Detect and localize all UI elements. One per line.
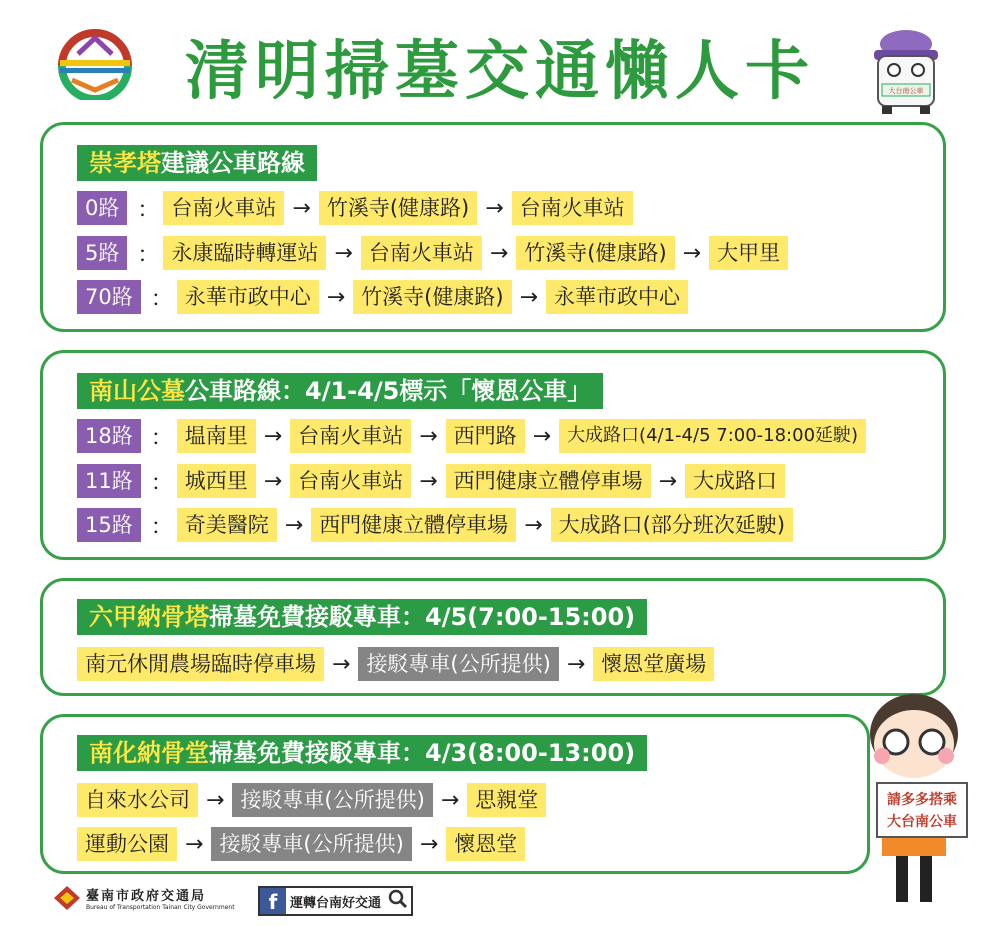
- stop: 西門健康立體停車場: [311, 508, 516, 542]
- arrow-icon: →: [440, 787, 460, 813]
- arrow-icon: →: [419, 468, 438, 494]
- heading-highlight: 南化納骨堂: [89, 739, 209, 767]
- heading-text: 掃墓免費接駁專車：4/5(7:00-15:00): [209, 603, 636, 631]
- colon: ：: [137, 197, 160, 223]
- facebook-link[interactable]: [258, 886, 413, 916]
- stop: 大成路口(部分班次延駛): [551, 508, 793, 542]
- stop: 永華市政中心: [546, 280, 688, 314]
- arrow-icon: →: [532, 423, 552, 449]
- stop: 運動公園: [77, 827, 177, 861]
- arrow-icon: →: [419, 831, 439, 857]
- stop: 塭南里: [177, 419, 256, 453]
- stop: 城西里: [177, 464, 256, 498]
- stop: 大成路口: [685, 464, 785, 498]
- facebook-icon: f: [260, 888, 286, 914]
- arrow-icon: →: [263, 423, 283, 449]
- agency-emblem-icon: [52, 884, 82, 912]
- arrow-icon: →: [332, 651, 351, 677]
- section-liujia: [40, 578, 946, 696]
- arrow-icon: →: [284, 512, 304, 538]
- sign-line-2: 大台南公車: [887, 814, 957, 830]
- route-row: [77, 236, 788, 270]
- section-heading: [77, 599, 647, 635]
- stop: 南元休閒農場臨時停車場: [77, 647, 324, 681]
- route-number: 15路: [77, 508, 141, 542]
- colon: ：: [150, 425, 173, 451]
- stop: 台南火車站: [290, 464, 411, 498]
- route-row: [77, 280, 688, 314]
- heading-text: 建議公車路線: [161, 149, 305, 177]
- stop: 台南火車站: [361, 236, 482, 270]
- colon: ：: [137, 242, 160, 268]
- stop: 思親堂: [467, 783, 546, 817]
- heading-text: 公車路線：4/1-4/5標示「懷恩公車」: [185, 377, 592, 405]
- route-row: [77, 508, 793, 542]
- stop: 台南火車站: [512, 191, 633, 225]
- stop: 竹溪寺(健康路): [516, 236, 674, 270]
- shuttle-row: [77, 827, 525, 861]
- stop: 西門路: [446, 419, 525, 453]
- heading-highlight: 崇孝塔: [89, 149, 161, 177]
- arrow-icon: →: [658, 468, 678, 494]
- route-row: [77, 464, 785, 498]
- stop: 永康臨時轉運站: [163, 236, 326, 270]
- stop: 台南火車站: [290, 419, 411, 453]
- route-number: 18路: [77, 419, 141, 453]
- arrow-icon: →: [292, 195, 311, 221]
- arrow-icon: →: [682, 240, 702, 266]
- heading-highlight: 六甲納骨塔: [89, 603, 209, 631]
- arrow-icon: →: [206, 787, 225, 813]
- route-number: 0路: [77, 191, 127, 225]
- heading-highlight: 南山公墓: [89, 377, 185, 405]
- stop: 竹溪寺(健康路): [319, 191, 477, 225]
- shuttle-row: [77, 783, 546, 817]
- section-heading: [77, 735, 647, 771]
- arrow-icon: →: [185, 831, 204, 857]
- stop: 台南火車站: [163, 191, 284, 225]
- section-chongxiao: [40, 122, 946, 332]
- stop: 懷恩堂: [446, 827, 525, 861]
- shuttle-row: [77, 647, 714, 681]
- search-icon[interactable]: [385, 888, 411, 914]
- arrow-icon: →: [489, 240, 509, 266]
- section-heading: [77, 145, 317, 181]
- arrow-icon: →: [326, 284, 346, 310]
- agency-name-en: Bureau of Transportation Tainan City Government: [86, 904, 235, 911]
- shuttle-service: 接駁專車(公所提供): [211, 827, 411, 861]
- route-number: 5路: [77, 236, 127, 270]
- colon: ：: [150, 514, 173, 540]
- stop: 大成路口(4/1-4/5 7:00-18:00延駛): [559, 419, 866, 453]
- stop: 奇美醫院: [177, 508, 277, 542]
- section-heading: [77, 373, 603, 409]
- sign-line-1: 請多多搭乘: [887, 792, 957, 808]
- route-number: 70路: [77, 280, 141, 314]
- route-row: [77, 419, 866, 453]
- arrow-icon: →: [263, 468, 283, 494]
- agency-name: 臺南市政府交通局: [86, 889, 207, 904]
- shuttle-service: 接駁專車(公所提供): [232, 783, 432, 817]
- heading-text: 掃墓免費接駁專車：4/3(8:00-13:00): [209, 739, 636, 767]
- agency-logo: [52, 884, 235, 912]
- mascot-sign: [876, 782, 968, 838]
- arrow-icon: →: [419, 423, 438, 449]
- arrow-icon: →: [566, 651, 586, 677]
- section-nanhua: [40, 714, 870, 874]
- section-nanshan: [40, 350, 946, 560]
- facebook-page-name: 運轉台南好交通: [290, 895, 382, 911]
- arrow-icon: →: [519, 284, 539, 310]
- arrow-icon: →: [485, 195, 504, 221]
- arrow-icon: →: [524, 512, 543, 538]
- bus-label: 大台南公車: [888, 87, 924, 95]
- shuttle-service: 接駁專車(公所提供): [358, 647, 558, 681]
- arrow-icon: →: [334, 240, 353, 266]
- colon: ：: [150, 286, 173, 312]
- stop: 竹溪寺(健康路): [353, 280, 511, 314]
- colon: ：: [150, 470, 173, 496]
- route-number: 11路: [77, 464, 141, 498]
- page-title: 清明掃墓交通懶人卡: [185, 35, 815, 109]
- stop: 自來水公司: [77, 783, 198, 817]
- stop: 大甲里: [709, 236, 788, 270]
- stop: 懷恩堂廣場: [593, 647, 714, 681]
- stop: 西門健康立體停車場: [446, 464, 651, 498]
- bus-mascot-icon: [868, 26, 944, 116]
- route-row: [77, 191, 633, 225]
- stop: 永華市政中心: [177, 280, 319, 314]
